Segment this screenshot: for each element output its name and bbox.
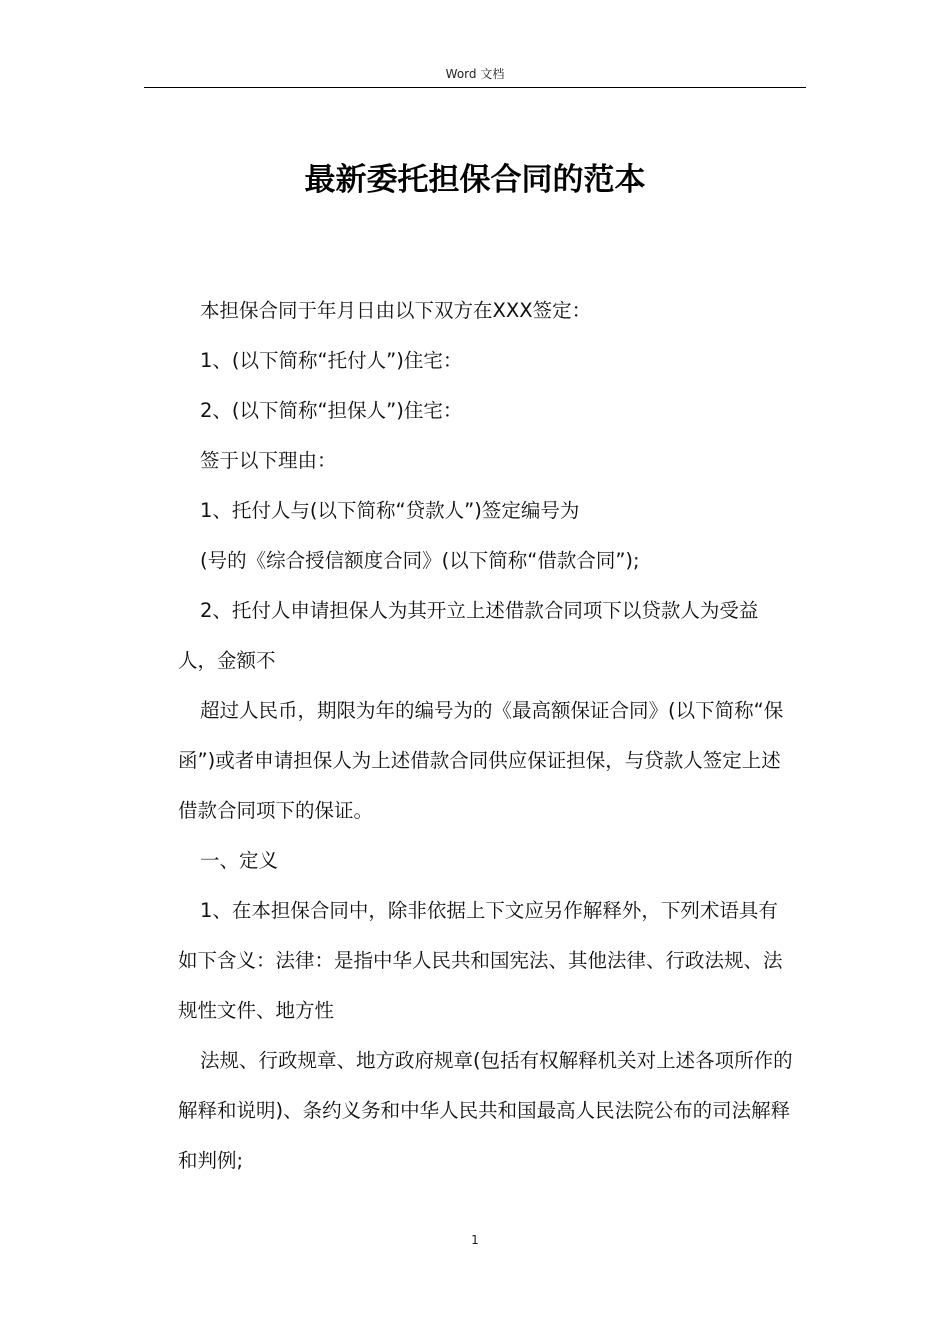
page-header-label: Word 文档 bbox=[445, 67, 505, 81]
paragraph-intro: 本担保合同于年月日由以下双方在XXX签定： bbox=[200, 299, 592, 322]
document-title: 最新委托担保合同的范本 bbox=[304, 162, 646, 198]
paragraph-definition-1: 1、在本担保合同中，除非依据上下文应另作解释外，下列术语具有如下含义：法律：是指中华人民共和国宪法、其他法律、行政法规、法规性文件、地方性 bbox=[178, 899, 783, 1022]
paragraph-reason-2-cont: 超过人民币，期限为年的编号为的《最高额保证合同》(以下简称“保函”)或者申请担保人为上述借款合同供应保证担保，与贷款人签定上述借款合同项下的保证。 bbox=[178, 699, 784, 822]
paragraph-reason-1-cont: (号的《综合授信额度合同》(以下简称“借款合同”); bbox=[200, 549, 640, 572]
paragraph-party-1: 1、(以下简称“托付人”)住宅： bbox=[200, 349, 463, 372]
paragraph-reason-2: 2、托付人申请担保人为其开立上述借款合同项下以贷款人为受益人，金额不 bbox=[178, 599, 759, 672]
paragraph-reason-1: 1、托付人与(以下简称“贷款人”)签定编号为 bbox=[200, 499, 580, 522]
header-divider bbox=[144, 87, 806, 88]
document-body bbox=[178, 286, 793, 1186]
page-number: 1 bbox=[471, 1233, 479, 1247]
paragraph-definition-1-cont: 法规、行政规章、地方政府规章(包括有权解释机关对上述各项所作的解释和说明)、条约义务和中华人民共和国最高人民法院公布的司法解释和判例; bbox=[178, 1049, 793, 1172]
paragraph-party-2: 2、(以下简称“担保人”)住宅： bbox=[200, 399, 463, 422]
section-heading-definitions: 一、定义 bbox=[200, 849, 279, 872]
paragraph-whereas: 签于以下理由： bbox=[200, 449, 337, 472]
